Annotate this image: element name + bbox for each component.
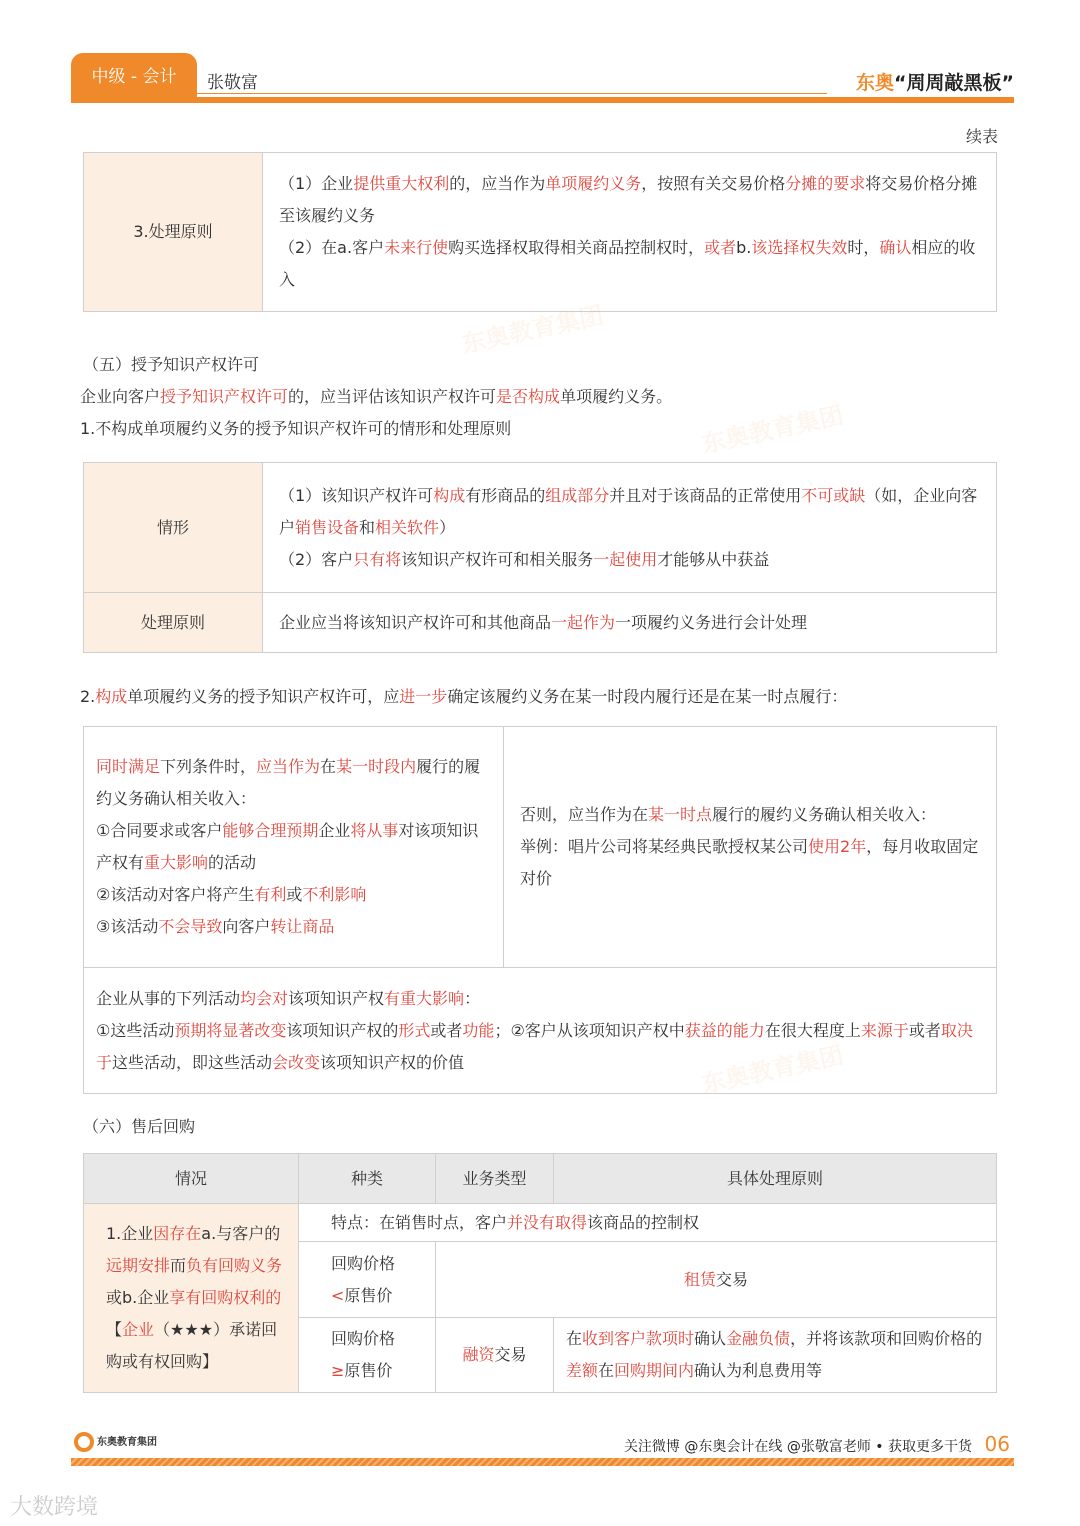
- table-separate-obligation: [83, 726, 997, 1094]
- text: 企业向客户: [80, 387, 161, 406]
- section6-title: （六）售后回购: [83, 1117, 196, 1136]
- highlight-text: 差额: [566, 1361, 599, 1380]
- highlight-text: 获益的能力: [684, 1020, 765, 1040]
- text: ）: [439, 517, 456, 537]
- paragraph: [520, 799, 980, 831]
- text: 该项知识产权: [288, 988, 385, 1008]
- row-label: 处理原则: [84, 593, 263, 653]
- highlight-text: 因存在: [153, 1224, 202, 1243]
- paragraph: [279, 232, 980, 296]
- highlight-text: 金融负债: [726, 1329, 791, 1348]
- text: 举例：唱片公司将某经典民歌授权某公司: [520, 837, 809, 856]
- paragraph: [80, 681, 847, 713]
- text: 原售价: [344, 1285, 393, 1305]
- text: 在: [566, 1329, 583, 1348]
- paragraph: [452, 1264, 980, 1296]
- cell-financing-rule: [554, 1318, 997, 1393]
- header-divider: [197, 93, 827, 94]
- text: 在: [598, 1361, 615, 1380]
- cell-content: [263, 463, 997, 593]
- cell-financing: [436, 1318, 554, 1393]
- text: 该知识产权许可和相关服务: [401, 549, 594, 569]
- brand-name: “周周敲黑板”: [894, 72, 1014, 94]
- highlight-text: 组成部分: [545, 485, 610, 505]
- text: 的，应当评估该知识产权许可: [288, 387, 497, 406]
- text: 确定该履约义务在某一时段内履行还是在某一时点履行：: [447, 687, 848, 706]
- watermark: 东奥教育集团: [699, 1041, 846, 1099]
- paragraph: [331, 1207, 964, 1239]
- cell-kind-lower: [299, 1242, 436, 1318]
- brand-orange: 东奥: [856, 72, 895, 94]
- text: 【: [106, 1320, 123, 1339]
- highlight-text: 转让商品: [270, 917, 335, 936]
- highlight-text: 能够合理预期: [222, 821, 319, 840]
- paragraph: [331, 1355, 403, 1387]
- highlight-text: 取决于: [96, 1020, 973, 1072]
- watermark: 东奥教育集团: [459, 301, 606, 359]
- table-not-separate-obligation: [83, 462, 997, 653]
- text: 交易: [494, 1345, 527, 1364]
- paragraph: [106, 1218, 290, 1378]
- text: 原售价: [344, 1361, 393, 1380]
- section5-sub2: [80, 681, 847, 713]
- header-situation: 情况: [84, 1154, 299, 1204]
- text: 履行的履约义务确认相关收入：: [96, 757, 481, 808]
- text: 或者: [430, 1020, 463, 1040]
- paragraph: [96, 911, 491, 943]
- highlight-text: 远期安排: [106, 1256, 171, 1275]
- cell-kind-higher: [299, 1318, 436, 1393]
- highlight-text: 使用2年: [808, 837, 867, 856]
- text: （2）在a.客户: [279, 238, 385, 257]
- highlight-text: 融资: [462, 1345, 495, 1364]
- row-label: 3.处理原则: [84, 153, 263, 312]
- text: ①这些活动: [96, 1020, 175, 1040]
- text: 交易: [716, 1269, 749, 1289]
- text: 一项履约义务进行会计处理: [615, 612, 808, 632]
- highlight-text: 是否构成: [496, 387, 561, 406]
- continued-label: 续表: [965, 127, 998, 146]
- highlight-text: 租赁: [683, 1269, 716, 1289]
- highlight-text: 预期将显著改变: [174, 1020, 287, 1040]
- text: b.: [736, 238, 752, 257]
- highlight-text: 负有回购义务: [186, 1256, 283, 1275]
- text: 和: [359, 517, 376, 537]
- text: 企业: [318, 821, 351, 840]
- subject-tab: 中级 - 会计: [71, 53, 197, 101]
- text: 在: [320, 757, 337, 776]
- highlight-text: 有利: [254, 885, 287, 904]
- highlight-text: 一起使用: [593, 549, 658, 569]
- text: 的，应当作为: [449, 174, 546, 193]
- text: （1）企业: [279, 174, 354, 193]
- highlight-text: 销售设备: [295, 517, 360, 537]
- paragraph: [331, 1323, 403, 1355]
- text: 该项知识产权的: [286, 1020, 399, 1040]
- highlight-text: 或者: [704, 238, 737, 257]
- highlight-text: 分摊的要求: [785, 174, 866, 193]
- text: 确认: [694, 1329, 727, 1348]
- text: 时，: [847, 238, 880, 257]
- text: 2.: [80, 687, 96, 706]
- text: ，并将该款项和回购价格的: [790, 1329, 983, 1348]
- cell-content: [263, 593, 997, 653]
- section5-sub1: 1.不构成单项履约义务的授予知识产权许可的情形和处理原则: [80, 419, 512, 438]
- highlight-text: 某一时点: [648, 805, 713, 824]
- highlight-text: 提供重大权利: [353, 174, 450, 193]
- paragraph: [520, 831, 980, 895]
- section5-title: （五）授予知识产权许可: [83, 355, 260, 374]
- highlight-text: ≥: [331, 1361, 345, 1380]
- logo-text: 东奥教育集团: [97, 1437, 157, 1448]
- text: 这些活动，即这些活动: [112, 1052, 273, 1072]
- highlight-text: 并没有取得: [507, 1212, 588, 1232]
- highlight-text: 均会对: [240, 988, 289, 1008]
- paragraph: [331, 1280, 403, 1312]
- highlight-text: 企业: [122, 1320, 155, 1339]
- text: a.与客户的: [201, 1224, 281, 1243]
- highlight-text: 未来行使: [384, 238, 449, 257]
- watermark: 东奥教育集团: [699, 401, 846, 459]
- text: 相应的收入: [279, 238, 976, 289]
- highlight-text: 单项履约义务: [545, 174, 642, 193]
- paragraph: [566, 1323, 984, 1387]
- highlight-text: 形式: [398, 1020, 431, 1040]
- highlight-text: 功能: [462, 1020, 495, 1040]
- text: 单项履约义务的授予知识产权许可，应: [127, 687, 400, 706]
- author-name: 张敬富: [207, 73, 258, 93]
- text: 特点：在销售时点，客户: [331, 1212, 508, 1232]
- corner-watermark: 大数跨境: [10, 1495, 99, 1520]
- paragraph: [96, 751, 491, 815]
- paragraph: [331, 1248, 403, 1280]
- highlight-text: 同时满足: [96, 757, 161, 776]
- highlight-text: 回购期间内: [614, 1361, 695, 1380]
- cell-period: [84, 727, 504, 968]
- text: （2）客户: [279, 549, 354, 569]
- table-repurchase: [83, 1153, 997, 1393]
- text: ，按照有关交易价格: [641, 174, 786, 193]
- text: 该项知识产权的价值: [320, 1052, 465, 1072]
- highlight-text: 该选择权失效: [751, 238, 848, 257]
- highlight-text: 不会导致: [158, 917, 223, 936]
- paragraph: [279, 607, 980, 639]
- brand-title: [856, 68, 1014, 95]
- text: 该商品的控制权: [587, 1212, 700, 1232]
- highlight-text: 授予知识产权许可: [160, 387, 289, 406]
- text: 或: [286, 885, 303, 904]
- text: 将交易价格分摊至该履约义务: [279, 174, 978, 225]
- paragraph: [96, 1015, 984, 1079]
- text: （1）该知识产权许可: [279, 485, 434, 505]
- highlight-text: 有重大影响: [384, 988, 465, 1008]
- text: 或b.企业: [106, 1288, 170, 1307]
- text: 回购价格: [331, 1253, 396, 1273]
- row-label: 情形: [84, 463, 263, 593]
- paragraph: [80, 381, 672, 413]
- highlight-text: 不利影响: [302, 885, 367, 904]
- text: 否则，应当作为在: [520, 805, 649, 824]
- highlight-text: <: [331, 1285, 345, 1305]
- text: ，每月收取固定对价: [520, 837, 979, 888]
- text: 或者: [908, 1020, 941, 1040]
- highlight-text: 享有回购权利的: [169, 1288, 282, 1307]
- highlight-text: 会改变: [272, 1052, 321, 1072]
- highlight-text: 进一步: [399, 687, 448, 706]
- header-bar: [71, 97, 1014, 103]
- text: ：: [464, 988, 481, 1008]
- text: ②该活动对客户将产生: [96, 885, 255, 904]
- text: 才能够从中获益: [657, 549, 770, 569]
- cell-content: [263, 153, 997, 312]
- highlight-text: 将从事: [350, 821, 399, 840]
- text: 向客户: [222, 917, 271, 936]
- highlight-text: 确认: [879, 238, 912, 257]
- text: ①合同要求或客户: [96, 821, 223, 840]
- header-type: 业务类型: [436, 1154, 554, 1204]
- table-processing-principle: [83, 152, 997, 312]
- text: （★★★）承诺回购或有权回购】: [106, 1320, 278, 1371]
- header-kind: 种类: [299, 1154, 436, 1204]
- cell-significant-impact: [84, 968, 997, 1094]
- paragraph: [279, 168, 980, 232]
- highlight-text: 收到客户款项时: [582, 1329, 695, 1348]
- highlight-text: 应当作为: [256, 757, 321, 776]
- paragraph: [279, 480, 980, 544]
- header-rule: 具体处理原则: [554, 1154, 997, 1204]
- highlight-text: 构成: [95, 687, 128, 706]
- text: 履行的履约义务确认相关收入：: [712, 805, 937, 824]
- text: 1.企业: [106, 1224, 154, 1243]
- highlight-text: 一起作为: [551, 612, 616, 632]
- text: 下列条件时，: [160, 757, 257, 776]
- cell-point: [504, 727, 997, 968]
- cell-situation: [84, 1204, 299, 1393]
- highlight-text: 重大影响: [144, 853, 209, 872]
- highlight-text: 相关软件: [375, 517, 440, 537]
- text: 并且对于该商品的正常使用: [609, 485, 802, 505]
- text: 的活动: [208, 853, 257, 872]
- text: 企业应当将该知识产权许可和其他商品: [279, 612, 552, 632]
- text: 回购价格: [331, 1329, 396, 1348]
- highlight-text: 构成: [433, 485, 466, 505]
- text: ；②客户从该项知识产权中: [494, 1020, 685, 1040]
- page-number: 06: [984, 1432, 1010, 1456]
- paragraph: [436, 1339, 553, 1371]
- highlight-text: 不可或缺: [801, 485, 866, 505]
- cell-feature: [299, 1204, 997, 1242]
- text: 对该项知识产权有: [96, 821, 479, 872]
- text: 确认为利息费用等: [694, 1361, 823, 1380]
- section5-intro: [80, 381, 672, 413]
- paragraph: [279, 544, 980, 576]
- text: 在很大程度上: [764, 1020, 861, 1040]
- highlight-text: 某一时段内: [336, 757, 417, 776]
- footer-logo: [74, 1432, 157, 1452]
- logo-icon: [74, 1432, 94, 1452]
- text: 而: [170, 1256, 187, 1275]
- highlight-text: 只有将: [353, 549, 402, 569]
- text: 单项履约义务。: [560, 387, 673, 406]
- text: 有形商品的: [465, 485, 546, 505]
- cell-lease: [436, 1242, 997, 1318]
- paragraph: [96, 879, 491, 911]
- text: ③该活动: [96, 917, 159, 936]
- paragraph: [96, 983, 984, 1015]
- text: 企业从事的下列活动: [96, 988, 241, 1008]
- text: 购买选择权取得相关商品控制权时，: [448, 238, 705, 257]
- paragraph: [96, 815, 491, 879]
- footer-bar: [71, 1458, 1014, 1466]
- highlight-text: 来源于: [860, 1020, 909, 1040]
- footer-text: 关注微博 @东奥会计在线 @张敬富老师 • 获取更多干货: [623, 1439, 972, 1455]
- text: （如，企业向客户: [279, 485, 978, 537]
